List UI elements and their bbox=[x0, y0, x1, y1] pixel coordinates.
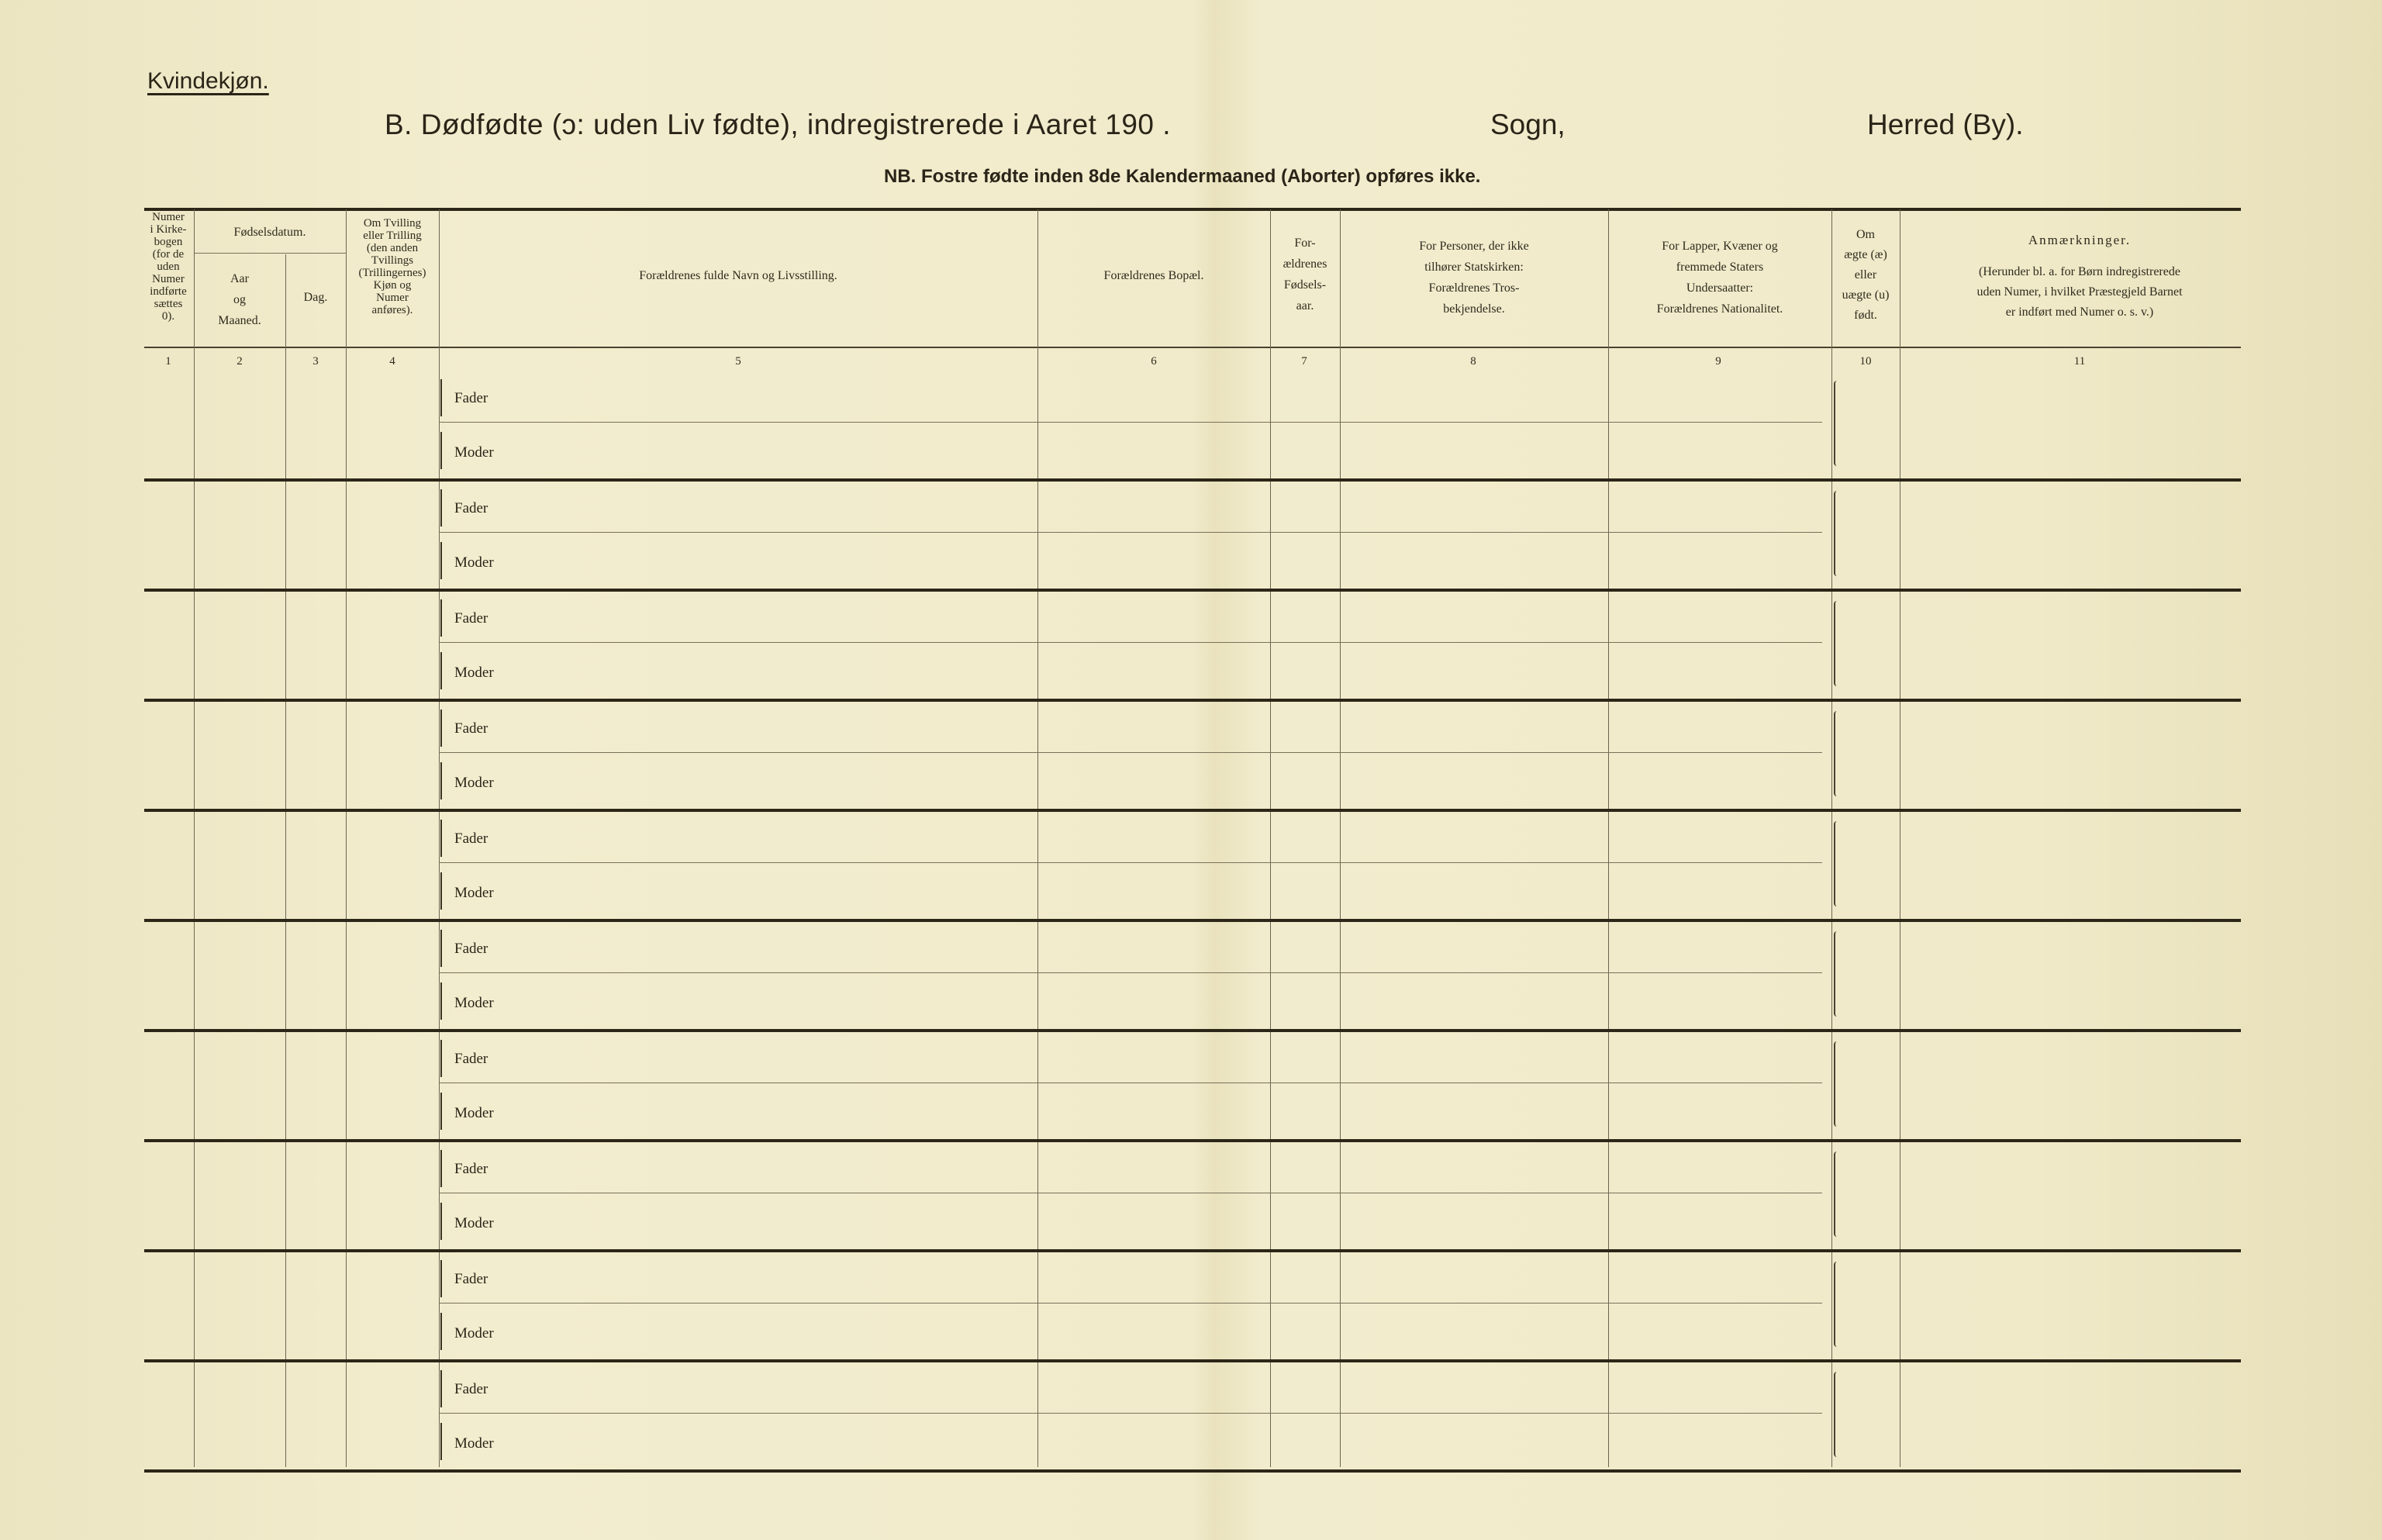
father-brace bbox=[440, 710, 442, 747]
father-label: Fader bbox=[454, 830, 488, 847]
father-label: Fader bbox=[454, 1271, 488, 1287]
abortion-note: NB. Fostre fødte inden 8de Kalendermaaned (Aborter) opføres ikke. bbox=[884, 166, 1481, 187]
table-top-rule bbox=[144, 208, 2241, 211]
row-divider bbox=[439, 422, 1822, 423]
gender-label: Kvindekjøn. bbox=[147, 68, 269, 94]
row-bottom-rule bbox=[144, 1249, 2241, 1252]
father-label: Fader bbox=[454, 941, 488, 957]
col2-group-header: Fødselsdatum. bbox=[233, 226, 306, 239]
col-number: 7 bbox=[1301, 355, 1307, 368]
father-brace bbox=[440, 1370, 442, 1407]
mother-label: Moder bbox=[454, 1325, 494, 1341]
parish-label: Sogn, bbox=[1490, 109, 1566, 140]
row-bottom-rule bbox=[144, 1029, 2241, 1032]
row-divider bbox=[439, 642, 1822, 643]
row-bottom-rule bbox=[144, 1139, 2241, 1142]
row-divider bbox=[439, 862, 1822, 863]
col-number: 11 bbox=[2073, 355, 2086, 368]
mother-label: Moder bbox=[454, 995, 494, 1011]
col-number: 9 bbox=[1715, 355, 1721, 368]
mother-brace bbox=[440, 872, 442, 910]
row-divider bbox=[439, 972, 1822, 973]
mother-label: Moder bbox=[454, 665, 494, 681]
col9-header: For Lapper, Kvæner og fremmede Staters Undersaatter: Forældrenes Nationalitet. bbox=[1656, 240, 1783, 316]
col8-header: For Personer, der ikke tilhører Statskirken: Forældrenes Tros- bekjendelse. bbox=[1419, 240, 1529, 316]
district-label: Herred (By). bbox=[1867, 109, 2024, 140]
column-divider bbox=[1270, 209, 1271, 1467]
col5-header: Forældrenes fulde Navn og Livsstilling. bbox=[639, 269, 837, 282]
father-label: Fader bbox=[454, 720, 488, 737]
legitimacy-bracket bbox=[1834, 1262, 1840, 1347]
father-brace bbox=[440, 1150, 442, 1187]
father-label: Fader bbox=[454, 1381, 488, 1397]
legitimacy-bracket bbox=[1834, 1372, 1840, 1457]
legitimacy-bracket bbox=[1834, 601, 1840, 686]
col3-header: Dag. bbox=[303, 291, 328, 304]
row-bottom-rule bbox=[144, 919, 2241, 922]
mother-brace bbox=[440, 1093, 442, 1130]
col-number: 2 bbox=[236, 355, 243, 368]
mother-label: Moder bbox=[454, 775, 494, 791]
mother-label: Moder bbox=[454, 1215, 494, 1231]
col10-header: Om ægte (æ) eller uægte (u) født. bbox=[1842, 228, 1890, 322]
legitimacy-bracket bbox=[1834, 491, 1840, 576]
father-brace bbox=[440, 1040, 442, 1077]
father-label: Fader bbox=[454, 1161, 488, 1177]
row-divider bbox=[439, 1082, 1822, 1083]
header-bottom-rule bbox=[144, 347, 2241, 348]
legitimacy-bracket bbox=[1834, 1041, 1840, 1127]
mother-label: Moder bbox=[454, 554, 494, 571]
column-divider bbox=[1340, 209, 1341, 1467]
mother-label: Moder bbox=[454, 1105, 494, 1121]
col7-header: For- ældrenes Fødsels- aar. bbox=[1282, 237, 1327, 312]
row-bottom-rule bbox=[144, 809, 2241, 812]
col6-header: Forældrenes Bopæl. bbox=[1103, 269, 1204, 282]
col-number: 8 bbox=[1470, 355, 1476, 368]
column-divider bbox=[1831, 209, 1832, 1467]
column-divider bbox=[285, 254, 286, 1467]
row-bottom-rule bbox=[144, 1359, 2241, 1362]
col11-title: Anmærkninger. bbox=[2028, 233, 2132, 247]
col-number: 5 bbox=[735, 355, 741, 368]
legitimacy-bracket bbox=[1834, 931, 1840, 1017]
mother-label: Moder bbox=[454, 1435, 494, 1452]
father-label: Fader bbox=[454, 390, 488, 406]
mother-brace bbox=[440, 432, 442, 469]
column-divider bbox=[346, 209, 347, 1467]
col-number: 4 bbox=[389, 355, 395, 368]
row-bottom-rule bbox=[144, 699, 2241, 702]
row-bottom-rule bbox=[144, 478, 2241, 482]
row-bottom-rule bbox=[144, 589, 2241, 592]
col2-header: Aar og Maaned. bbox=[218, 272, 261, 327]
row-divider bbox=[439, 532, 1822, 533]
mother-label: Moder bbox=[454, 444, 494, 461]
father-brace bbox=[440, 599, 442, 637]
father-label: Fader bbox=[454, 500, 488, 516]
row-divider bbox=[439, 1413, 1822, 1414]
father-label: Fader bbox=[454, 1051, 488, 1067]
row-divider bbox=[439, 752, 1822, 753]
mother-brace bbox=[440, 652, 442, 689]
mother-brace bbox=[440, 542, 442, 579]
father-brace bbox=[440, 930, 442, 967]
mother-brace bbox=[440, 1423, 442, 1460]
legitimacy-bracket bbox=[1834, 711, 1840, 796]
mother-brace bbox=[440, 982, 442, 1020]
legitimacy-bracket bbox=[1834, 1152, 1840, 1237]
father-brace bbox=[440, 1260, 442, 1297]
mother-brace bbox=[440, 1203, 442, 1240]
legitimacy-bracket bbox=[1834, 821, 1840, 906]
column-divider bbox=[439, 209, 440, 1467]
father-brace bbox=[440, 489, 442, 527]
legitimacy-bracket bbox=[1834, 381, 1840, 466]
mother-label: Moder bbox=[454, 885, 494, 901]
col11-header: (Herunder bl. a. for Børn indregistrerede uden Numer, i hvilket Præstegjeld Barnet er indført med Numer o. s. v.) bbox=[1976, 265, 2183, 319]
column-divider bbox=[1608, 209, 1609, 1467]
father-brace bbox=[440, 820, 442, 857]
mother-brace bbox=[440, 1313, 442, 1350]
birth-date-group-rule bbox=[194, 253, 346, 254]
mother-brace bbox=[440, 762, 442, 799]
form-title: B. Dødfødte (ɔ: uden Liv fødte), indregistrerede i Aaret 190 . bbox=[385, 109, 1172, 140]
col-number: 10 bbox=[1859, 355, 1872, 368]
col4-header: Om Tvilling eller Trilling (den anden Tvillings (Trillingernes) Kjøn og Numer anføres). bbox=[358, 217, 426, 316]
column-divider bbox=[194, 209, 195, 1467]
col-number: 6 bbox=[1151, 355, 1157, 368]
col-number: 3 bbox=[312, 355, 319, 368]
row-bottom-rule bbox=[144, 1469, 2241, 1473]
col-number: 1 bbox=[165, 355, 171, 368]
column-divider bbox=[1037, 209, 1038, 1467]
father-brace bbox=[440, 379, 442, 416]
col1-header: Numer i Kirke- bogen (for de uden Numer indførte sættes 0). bbox=[150, 211, 187, 323]
father-label: Fader bbox=[454, 610, 488, 627]
